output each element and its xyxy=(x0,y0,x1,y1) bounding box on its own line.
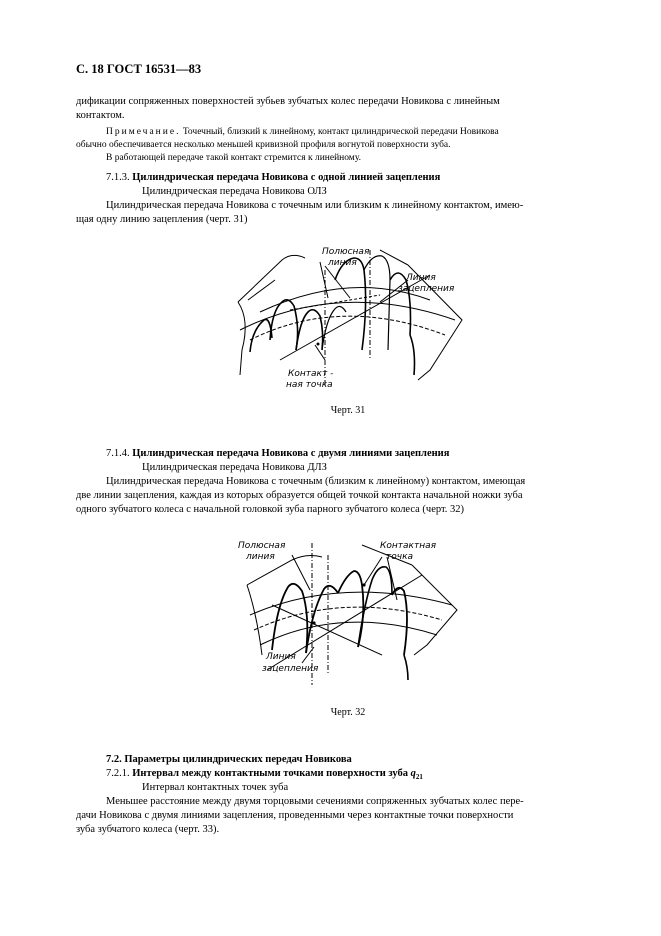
section-7-1-3-title: Цилиндрическая передача Новикова с одной линией зацепления xyxy=(132,172,441,183)
figure-32-caption: Черт. 32 xyxy=(330,707,366,718)
figure-31-caption: Черт. 31 xyxy=(330,405,366,416)
figure-32-label-contact-1: Контактная xyxy=(380,541,437,551)
figure-31-label-line-2: зацепления xyxy=(398,284,455,294)
section-7-1-4-def-2: две линии зацепления, каждая из которых образуется общей точкой контакта начальной ножки зуба xyxy=(76,490,523,501)
section-7-1-4-number: 7.1.4. xyxy=(106,448,130,459)
figure-32-drawing xyxy=(232,535,462,690)
figure-32-label-contact-2: точка xyxy=(386,552,414,562)
figure-31-drawing xyxy=(230,240,470,395)
note-text-1: Точечный, близкий к линейному, контакт цилиндрической передачи Новикова xyxy=(180,127,499,137)
figure-32-label-line-2: зацепления xyxy=(262,664,319,674)
section-7-2-1-subscript: 21 xyxy=(415,773,423,782)
section-7-1-4-title: Цилиндрическая передача Новикова с двумя линиями зацепления xyxy=(132,448,450,459)
figure-32-label-pole-1: Полюсная xyxy=(238,541,286,551)
section-7-2-1-def-3: зуба зубчатого колеса (черт. 33). xyxy=(76,824,220,835)
section-7-1-4-def-3: одного зубчатого колеса с начальной головкой зуба парного зубчатого колеса (черт. 32) xyxy=(76,504,465,515)
section-7-1-3-heading xyxy=(106,171,440,185)
section-7-1-3-number: 7.1.3. xyxy=(106,172,130,183)
intro-line-2: контактом. xyxy=(76,110,125,121)
section-7-1-4-abbr: Цилиндрическая передача Новикова ДЛЗ xyxy=(142,462,327,473)
section-7-1-3-abbr: Цилиндрическая передача Новикова ОЛЗ xyxy=(142,186,327,197)
section-7-2-heading: 7.2. Параметры цилиндрических передач Новикова xyxy=(106,754,352,765)
figure-31-label-contact-2: ная точка xyxy=(286,380,333,390)
section-7-1-3-def-1: Цилиндрическая передача Новикова с точечным или близким к линейному контактом, имею- xyxy=(106,200,524,211)
page-header: С. 18 ГОСТ 16531—83 xyxy=(76,62,202,76)
figure-31-label-contact-1: Контакт - xyxy=(288,369,334,379)
figure-31-label-pole-1: Полюсная xyxy=(322,247,370,257)
note-line-1 xyxy=(76,126,590,139)
figure-31 xyxy=(230,240,470,395)
section-7-1-4-def-1: Цилиндрическая передача Новикова с точечным (близким к линейному) контактом, имеющая xyxy=(106,476,526,487)
figure-31-label-pole-2: линия xyxy=(328,258,357,268)
figure-31-label-line-1: Линия xyxy=(406,273,436,283)
intro-line-1: дификации сопряженных поверхностей зубьев зубчатых колес передачи Новикова с линейным xyxy=(76,96,500,107)
section-7-1-3-def-2: щая одну линию зацепления (черт. 31) xyxy=(76,214,248,225)
note-line-2: обычно обеспечивается несколько меньшей кривизной профиля вогнутой поверхности зуба. xyxy=(76,140,451,150)
note-label: Примечание. xyxy=(106,127,181,137)
figure-32 xyxy=(232,535,462,690)
section-7-2-1-symbol: q xyxy=(410,768,416,779)
section-7-2-1-title: Интервал между контактными точками поверхности зуба xyxy=(132,768,409,779)
section-7-1-4-heading xyxy=(106,447,449,461)
figure-32-label-line-1: Линия xyxy=(266,652,296,662)
figure-32-label-pole-2: линия xyxy=(246,552,275,562)
section-7-2-1-number: 7.2.1. xyxy=(106,768,130,779)
section-7-2-1-def-2: дачи Новикова с двумя линиями зацепления, проведенными через контактные точки поверхности xyxy=(76,810,514,821)
section-7-2-1-abbr: Интервал контактных точек зуба xyxy=(142,782,289,793)
note-line-3: В работающей передаче такой контакт стремится к линейному. xyxy=(106,153,361,163)
section-7-2-1-def-1: Меньшее расстояние между двумя торцовыми сечениями сопряженных зубчатых колес пере- xyxy=(106,796,524,807)
